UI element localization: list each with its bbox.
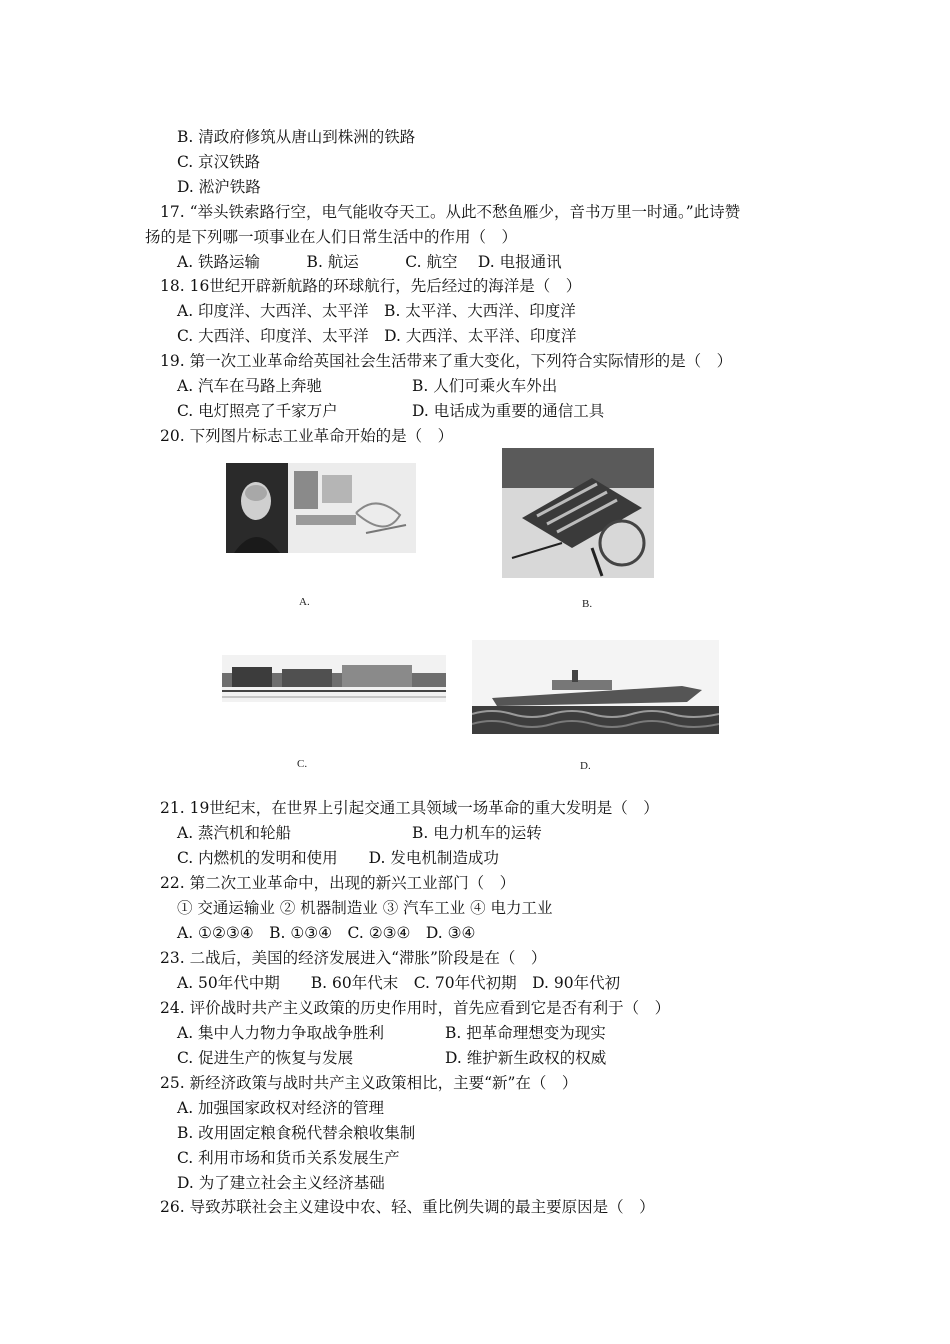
q25-option-a: A. 加强国家政权对经济的管理 [177,1099,385,1117]
q17-stem: 17. “举头铁索路行空，电气能收夺天工。从此不愁鱼雁少，音书万里一时通。”此诗赞 [160,203,741,221]
q20-caption-d: D. [580,760,591,772]
q19-option-d: D. 电话成为重要的通信工具 [412,402,605,420]
q20-picture-a [226,463,416,553]
q17-options: A. 铁路运输 B. 航运 C. 航空 D. 电报通讯 [177,253,562,271]
q21-options-cd: C. 内燃机的发明和使用 D. 发电机制造成功 [177,849,499,867]
q24-option-a: A. 集中人力物力争取战争胜利 [177,1024,385,1042]
q16-option-d: D. 淞沪铁路 [177,178,261,196]
q22-options: A. ①②③④ B. ①③④ C. ②③④ D. ③④ [177,924,476,942]
q25-stem: 25. 新经济政策与战时共产主义政策相比，主要“新”在（ ） [160,1074,578,1092]
q16-option-b: B. 清政府修筑从唐山到株洲的铁路 [177,128,416,146]
q21-option-a: A. 蒸汽机和轮船 [177,824,292,842]
q17-stem-cont: 扬的是下列哪一项事业在人们日常生活中的作用（ ） [145,228,518,246]
q23-stem: 23. 二战后，美国的经济发展进入“滞胀”阶段是在（ ） [160,949,547,967]
q18-stem: 18. 16世纪开辟新航路的环球航行，先后经过的海洋是（ ） [160,277,582,295]
q20-caption-c: C. [297,758,308,770]
q20-picture-b [502,448,654,578]
q20-caption-b: B. [582,598,593,610]
q19-stem: 19. 第一次工业革命给英国社会生活带来了重大变化，下列符合实际情形的是（ ） [160,352,733,370]
q26-stem: 26. 导致苏联社会主义建设中农、轻、重比例失调的最主要原因是（ ） [160,1198,655,1216]
q19-option-b: B. 人们可乘火车外出 [412,377,558,395]
q19-option-c: C. 电灯照亮了千家万户 [177,402,338,420]
q22-items: ① 交通运输业 ② 机器制造业 ③ 汽车工业 ④ 电力工业 [177,899,553,917]
q24-option-c: C. 促进生产的恢复与发展 [177,1049,354,1067]
q25-option-b: B. 改用固定粮食税代替余粮收集制 [177,1124,416,1142]
q18-options-ab: A. 印度洋、大西洋、太平洋 B. 太平洋、大西洋、印度洋 [177,302,576,320]
q21-option-b: B. 电力机车的运转 [412,824,542,842]
q18-options-cd: C. 大西洋、印度洋、太平洋 D. 大西洋、太平洋、印度洋 [177,327,577,345]
q23-options: A. 50年代中期 B. 60年代末 C. 70年代初期 D. 90年代初 [177,974,621,992]
q25-option-d: D. 为了建立社会主义经济基础 [177,1174,385,1192]
q20-stem: 20. 下列图片标志工业革命开始的是（ ） [160,427,454,445]
q25-option-c: C. 利用市场和货币关系发展生产 [177,1149,400,1167]
q16-option-c: C. 京汉铁路 [177,153,261,171]
q24-option-d: D. 维护新生政权的权威 [445,1049,607,1067]
q20-picture-d [472,640,719,734]
q19-option-a: A. 汽车在马路上奔驰 [177,377,323,395]
q22-stem: 22. 第二次工业革命中，出现的新兴工业部门（ ） [160,874,516,892]
q24-stem: 24. 评价战时共产主义政策的历史作用时，首先应看到它是否有利于（ ） [160,999,671,1017]
q20-picture-c [222,655,446,702]
q21-stem: 21. 19世纪末，在世界上引起交通工具领域一场革命的重大发明是（ ） [160,799,659,817]
q24-option-b: B. 把革命理想变为现实 [445,1024,606,1042]
q20-caption-a: A. [299,596,310,608]
